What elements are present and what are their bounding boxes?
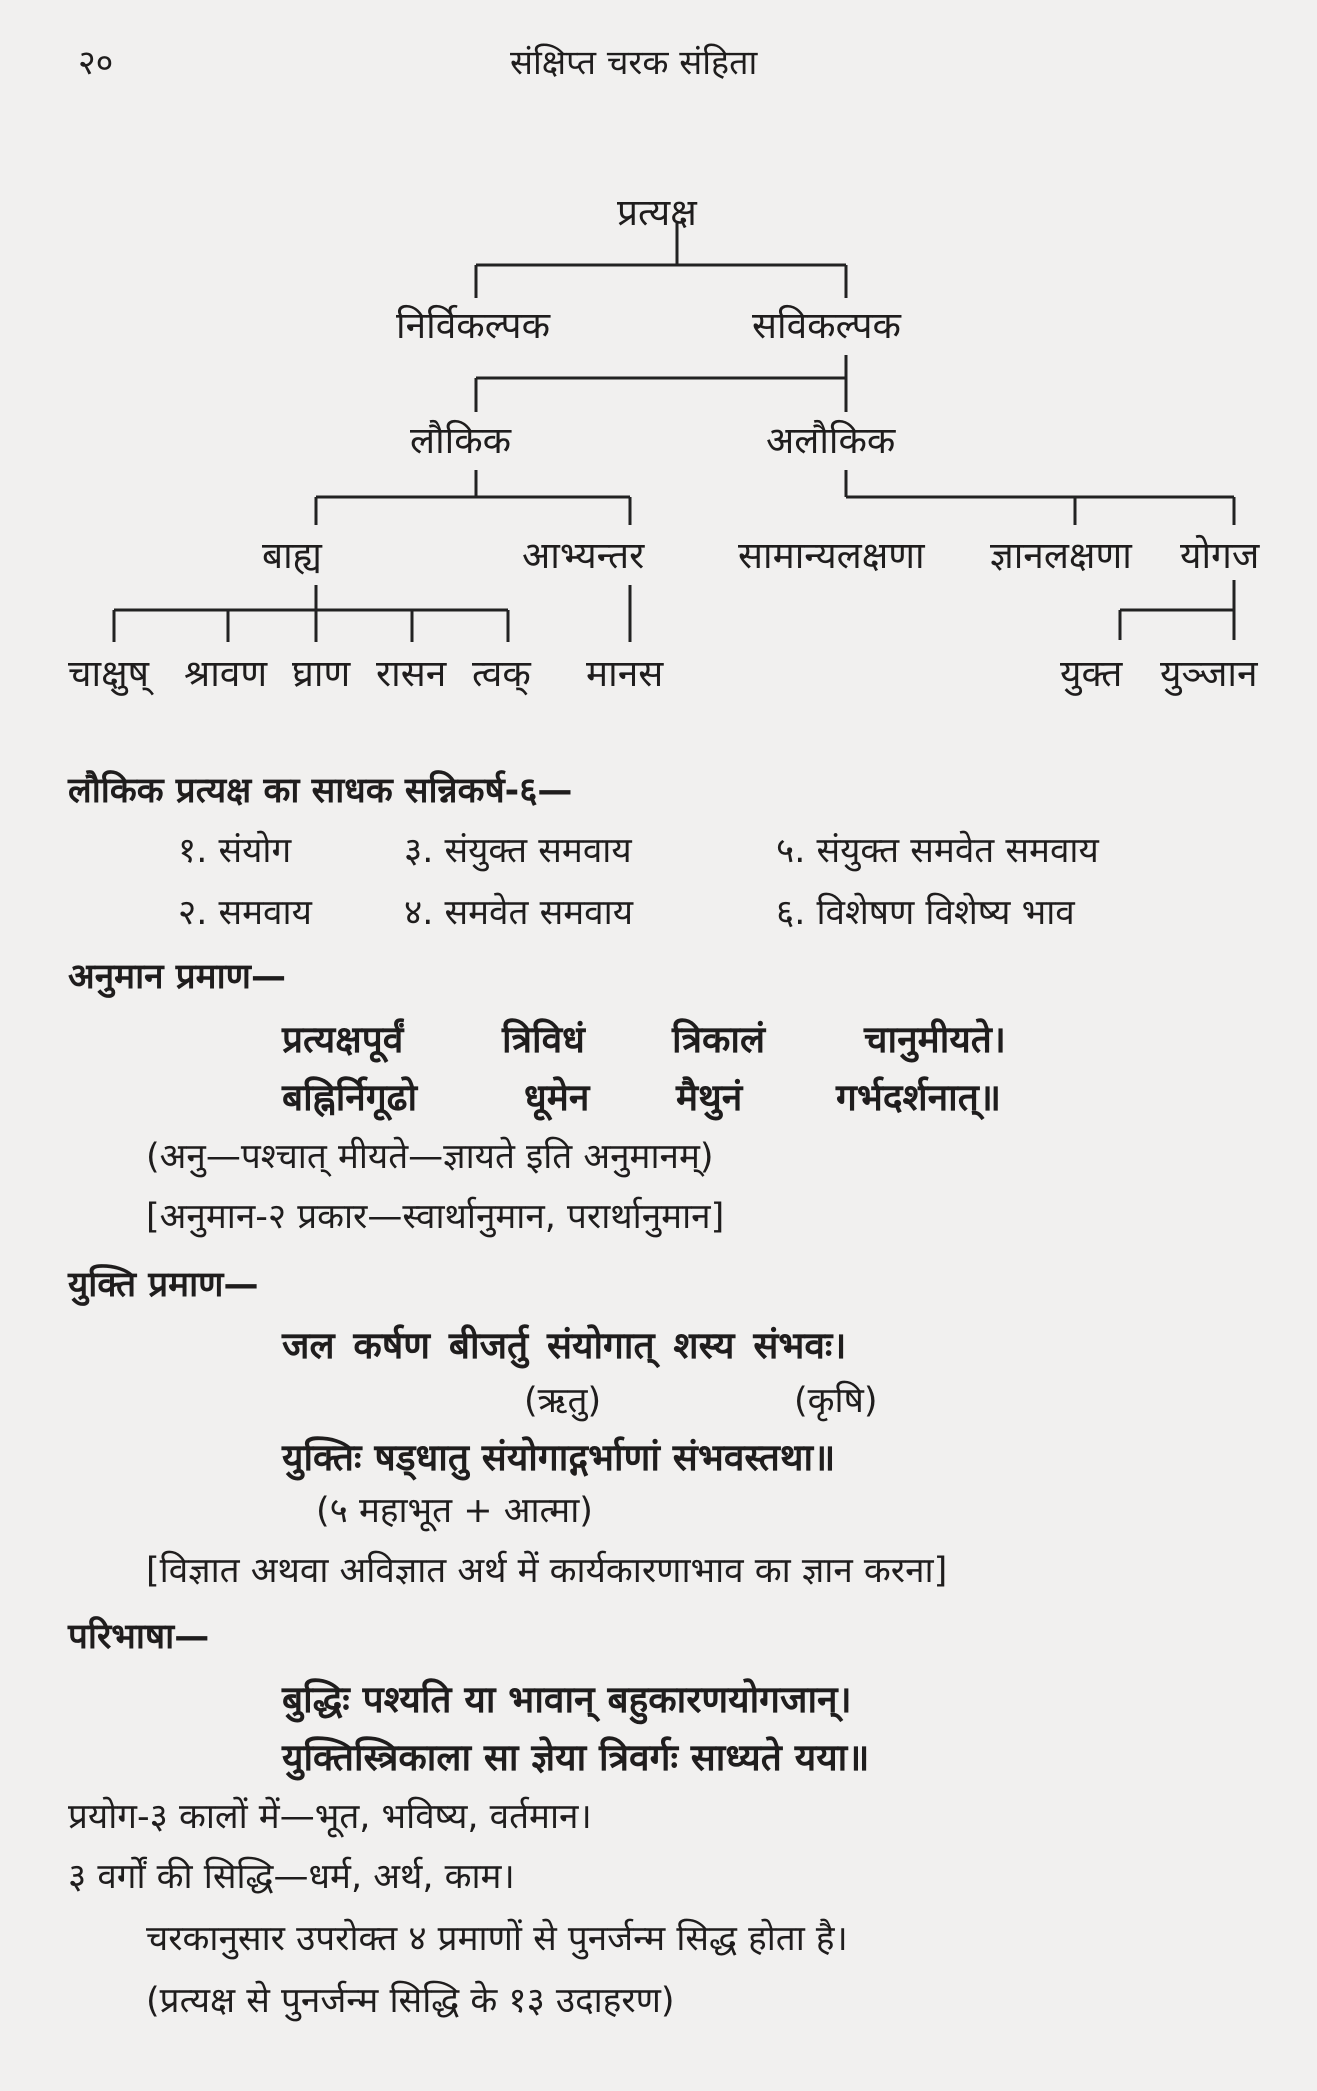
node-shravana: श्रावण xyxy=(184,652,268,695)
sannikarsha-heading: लौकिक प्रत्यक्ष का साधक सन्निकर्ष-६— xyxy=(68,771,573,811)
verse-word: चानुमीयते। xyxy=(864,1018,1006,1061)
node-bahya: बाह्य xyxy=(262,534,322,577)
verse-word: बह्निर्निगूढो xyxy=(282,1076,418,1119)
charaka-line: चरकानुसार उपरोक्त ४ प्रमाणों से पुनर्जन्म सिद्ध होता है। xyxy=(146,1919,848,1959)
node-pratyaksha: प्रत्यक्ष xyxy=(617,191,697,234)
verse-word: गर्भदर्शनात्॥ xyxy=(836,1076,1002,1119)
verse-word: मैथुनं xyxy=(676,1076,743,1119)
node-tvak: त्वक् xyxy=(472,652,531,695)
node-chakshush: चाक्षुष् xyxy=(68,652,149,695)
paribhasha-verse-line2: युक्तिस्त्रिकाला सा ज्ञेया त्रिवर्गः साध्यते यया॥ xyxy=(282,1736,870,1779)
pratyaksha-examples-line: (प्रत्यक्ष से पुनर्जन्म सिद्धि के १३ उदाहरण) xyxy=(146,1981,675,2021)
node-ghrana: घ्राण xyxy=(292,652,351,695)
node-abhyantara: आभ्यन्तर xyxy=(522,534,645,577)
sannikarsha-item: ६. विशेषण विशेष्य भाव xyxy=(776,893,1075,933)
tree-connectors xyxy=(0,0,1317,700)
gloss-ritu: (ऋतु) xyxy=(524,1381,602,1421)
sannikarsha-item: ३. संयुक्त समवाय xyxy=(404,831,632,871)
verse-word: धूमेन xyxy=(524,1076,590,1119)
node-manasa: मानस xyxy=(586,652,664,695)
node-rasana: रासन xyxy=(376,652,447,695)
anumana-heading: अनुमान प्रमाण— xyxy=(68,957,286,997)
yukti-heading: युक्ति प्रमाण— xyxy=(68,1265,259,1305)
anumana-note-types: [अनुमान-२ प्रकार—स्वार्थानुमान, परार्थानुमान] xyxy=(146,1197,725,1237)
node-nirvikalpaka: निर्विकल्पक xyxy=(396,304,550,347)
node-yogaja: योगज xyxy=(1180,534,1260,577)
node-savikalpaka: सविकल्पक xyxy=(752,304,901,347)
varga-line: ३ वर्गों की सिद्धि—धर्म, अर्थ, काम। xyxy=(68,1857,515,1897)
paribhasha-heading: परिभाषा— xyxy=(68,1617,210,1657)
node-jnanalakshana: ज्ञानलक्षणा xyxy=(990,534,1132,577)
sannikarsha-item: २. समवाय xyxy=(178,893,312,933)
verse-word: त्रिविधं xyxy=(502,1018,585,1061)
yukti-verse-line1: जल कर्षण बीजर्तु संयोगात् शस्य संभवः। xyxy=(282,1324,847,1367)
sannikarsha-item: १. संयोग xyxy=(178,831,292,871)
anumana-note-etymology: (अनु—पश्चात् मीयते—ज्ञायते इति अनुमानम्) xyxy=(146,1137,714,1177)
yukti-verse-line2: युक्तिः षड्धातु संयोगाद्गर्भाणां संभवस्तथा॥ xyxy=(282,1436,836,1479)
node-yukta: युक्त xyxy=(1060,652,1123,695)
node-laukika: लौकिक xyxy=(410,419,512,462)
running-title: संक्षिप्त चरक संहिता xyxy=(510,43,758,83)
prayoga-line: प्रयोग-३ कालों में—भूत, भविष्य, वर्तमान। xyxy=(68,1797,592,1837)
node-yunjana: युञ्जान xyxy=(1160,652,1258,695)
page-number: २० xyxy=(78,43,114,83)
sannikarsha-item: ४. समवेत समवाय xyxy=(404,893,633,933)
node-alaukika: अलौकिक xyxy=(766,419,896,462)
gloss-mahabhuta: (५ महाभूत + आत्मा) xyxy=(316,1491,593,1531)
node-samanyalakshana: सामान्यलक्षणा xyxy=(738,534,925,577)
verse-word: प्रत्यक्षपूर्वं xyxy=(282,1018,404,1061)
paribhasha-verse-line1: बुद्धिः पश्यति या भावान् बहुकारणयोगजान्। xyxy=(282,1678,852,1721)
sannikarsha-item: ५. संयुक्त समवेत समवाय xyxy=(776,831,1099,871)
yukti-note: [विज्ञात अथवा अविज्ञात अर्थ में कार्यकारणाभाव का ज्ञान करना] xyxy=(146,1551,948,1591)
verse-word: त्रिकालं xyxy=(672,1018,766,1061)
gloss-krishi: (कृषि) xyxy=(794,1381,878,1421)
